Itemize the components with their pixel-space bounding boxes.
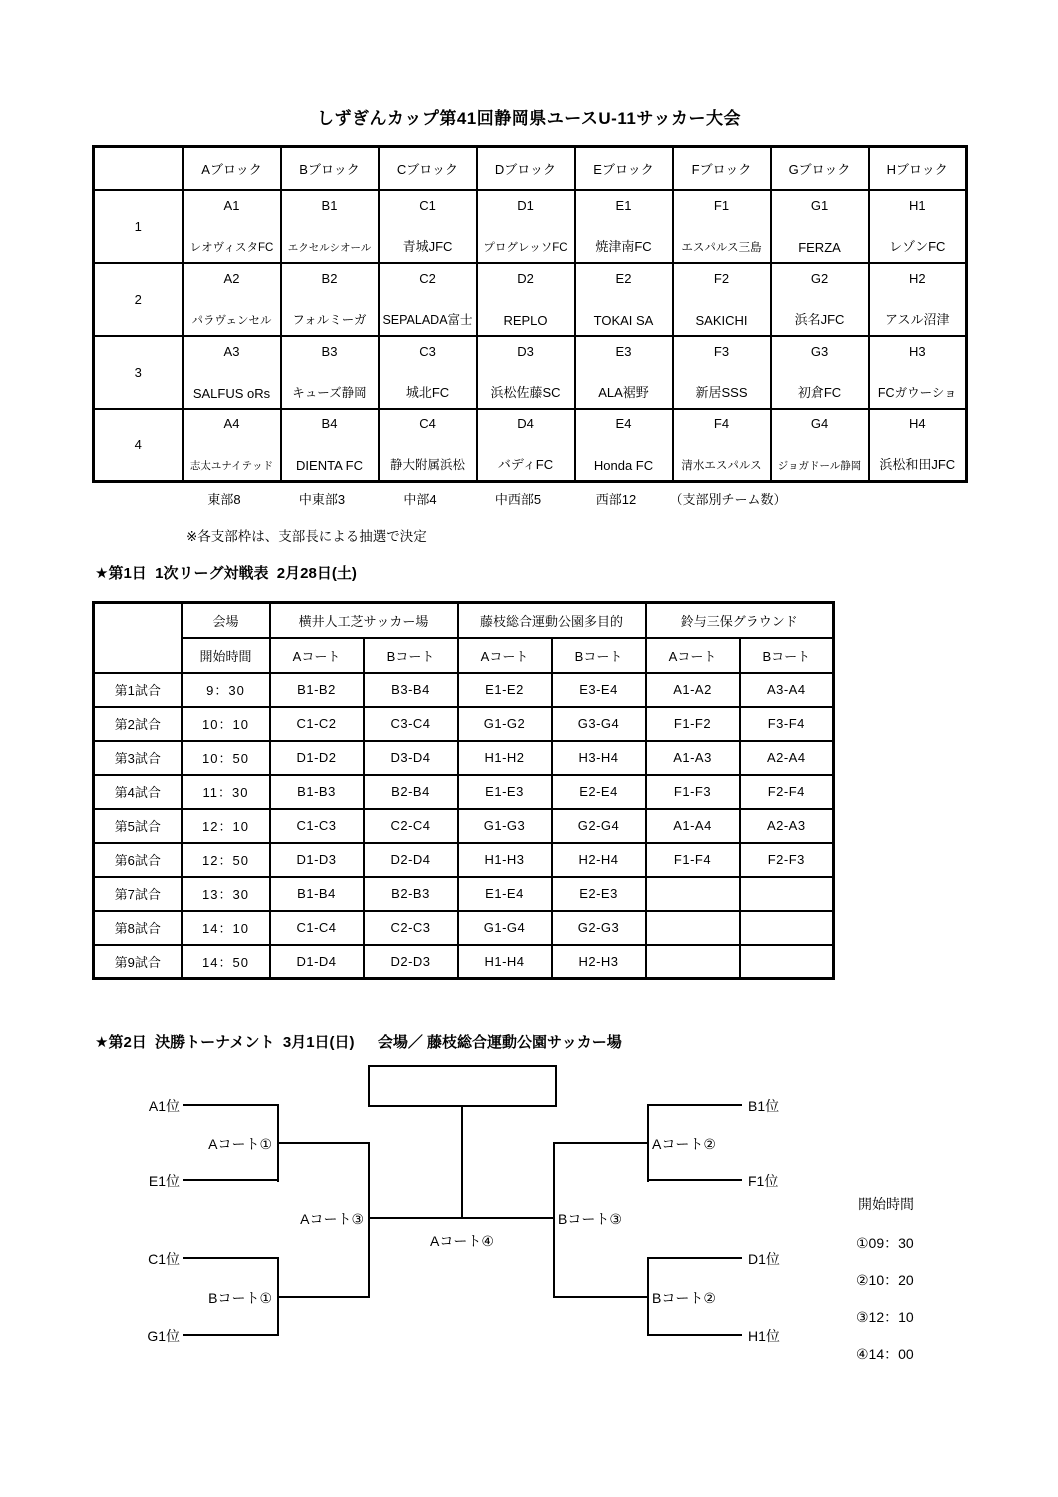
bracket-line bbox=[647, 1104, 742, 1106]
venue-1: 横井人工芝サッカー場 bbox=[270, 603, 458, 638]
match-round-label: 第3試合 bbox=[94, 741, 182, 775]
team-name: レゾンFC bbox=[889, 238, 946, 254]
bracket-line bbox=[277, 1296, 370, 1298]
match-pairing: H2-H3 bbox=[552, 945, 646, 979]
team-name: 青城JFC bbox=[402, 238, 453, 254]
match-pairing: C1-C2 bbox=[270, 707, 364, 741]
match-pairing: A2-A4 bbox=[740, 741, 834, 775]
team-name: パラヴェンセル bbox=[191, 314, 272, 327]
court-label: Aコート bbox=[646, 638, 740, 673]
team-name: レオヴィスタFC bbox=[189, 241, 274, 254]
match-pairing: C1-C4 bbox=[270, 911, 364, 945]
start-time-1: ①09：30 bbox=[856, 1235, 914, 1251]
seed-e1: E1位 bbox=[148, 1173, 180, 1189]
bracket-line bbox=[647, 1334, 742, 1336]
start-time: 9：30 bbox=[182, 673, 270, 707]
match-pairing: D2-D4 bbox=[364, 843, 458, 877]
team-id: A2 bbox=[223, 270, 240, 286]
bracket-heading: ★第2日 決勝トーナメント 3月1日(日) 会場／ 藤枝総合運動公園サッカー場 bbox=[95, 1034, 622, 1051]
venue-2: 藤枝総合運動公園多目的 bbox=[458, 603, 646, 638]
match-pairing: G3-G4 bbox=[552, 707, 646, 741]
draw-footnote: ※各支部枠は、支部長による抽選で決定 bbox=[186, 529, 427, 544]
match-pairing: F2-F4 bbox=[740, 775, 834, 809]
bracket-line bbox=[277, 1104, 279, 1182]
team-id: C2 bbox=[419, 270, 436, 286]
venue-label: 会場 bbox=[182, 603, 270, 638]
league-heading: ★第1日 1次リーグ対戦表 2月28日(土) bbox=[95, 565, 357, 582]
match-pairing: G2-G4 bbox=[552, 809, 646, 843]
match-round-label: 第5試合 bbox=[94, 809, 182, 843]
team-name: プログレッソFC bbox=[483, 241, 568, 254]
team-id: G1 bbox=[810, 197, 829, 213]
page-title: しずぎんカップ第41回静岡県ユースU-11サッカー大会 bbox=[317, 109, 741, 128]
match-pairing: F1-F3 bbox=[646, 775, 740, 809]
block-header-e: Eブロック bbox=[575, 147, 673, 190]
court-label: Aコート bbox=[458, 638, 552, 673]
team-id: H4 bbox=[908, 416, 926, 432]
team-name: バディFC bbox=[497, 457, 554, 473]
block-header-a: Aブロック bbox=[183, 147, 281, 190]
match-pairing: A3-A4 bbox=[740, 673, 834, 707]
team-id: C3 bbox=[419, 343, 436, 359]
match-pairing: F1-F4 bbox=[646, 843, 740, 877]
team-id: A1 bbox=[223, 197, 240, 213]
match-label-qf3: Aコート② bbox=[652, 1136, 716, 1152]
match-pairing: E2-E3 bbox=[552, 877, 646, 911]
start-time: 10：10 bbox=[182, 707, 270, 741]
start-time-3: ③12：10 bbox=[856, 1309, 914, 1325]
match-pairing: H2-H4 bbox=[552, 843, 646, 877]
start-time-4: ④14：00 bbox=[856, 1346, 914, 1362]
team-id: G3 bbox=[810, 343, 829, 359]
bracket-line bbox=[277, 1142, 370, 1144]
team-name: REPLO bbox=[503, 312, 548, 328]
team-id: B3 bbox=[321, 343, 338, 359]
team-id: C1 bbox=[419, 197, 436, 213]
match-round-label: 第7試合 bbox=[94, 877, 182, 911]
seed-a1: A1位 bbox=[148, 1098, 180, 1114]
start-time: 12：50 bbox=[182, 843, 270, 877]
block-header-d: Dブロック bbox=[477, 147, 575, 190]
match-pairing: F3-F4 bbox=[740, 707, 834, 741]
match-pairing: B1-B2 bbox=[270, 673, 364, 707]
team-id: G2 bbox=[810, 270, 829, 286]
block-header-h: Hブロック bbox=[869, 147, 967, 190]
bracket-line bbox=[647, 1257, 649, 1336]
team-id: E3 bbox=[615, 343, 632, 359]
match-label-sf-left: Aコート③ bbox=[300, 1211, 364, 1227]
match-label-final: Aコート④ bbox=[430, 1233, 494, 1249]
row-label: 4 bbox=[94, 409, 183, 482]
match-pairing: D1-D2 bbox=[270, 741, 364, 775]
team-name: アスル沼津 bbox=[885, 311, 950, 327]
match-pairing: B2-B4 bbox=[364, 775, 458, 809]
team-id: B4 bbox=[321, 416, 338, 432]
bracket-line bbox=[553, 1142, 555, 1298]
team-name: DIENTA FC bbox=[296, 458, 363, 474]
match-pairing: C1-C3 bbox=[270, 809, 364, 843]
block-header-b: Bブロック bbox=[281, 147, 379, 190]
team-id: G4 bbox=[810, 416, 829, 432]
match-pairing: A1-A3 bbox=[646, 741, 740, 775]
team-id: D1 bbox=[517, 197, 534, 213]
team-name: TOKAI SA bbox=[593, 312, 654, 328]
bracket-line bbox=[183, 1104, 277, 1106]
bracket-line bbox=[183, 1257, 277, 1259]
court-label: Bコート bbox=[552, 638, 646, 673]
team-id: H1 bbox=[908, 197, 926, 213]
match-round-label: 第2試合 bbox=[94, 707, 182, 741]
team-name: FERZA bbox=[798, 239, 841, 255]
block-header-c: Cブロック bbox=[379, 147, 477, 190]
team-id: F1 bbox=[713, 197, 730, 213]
start-time: 11：30 bbox=[182, 775, 270, 809]
match-label-qf1: Aコート① bbox=[208, 1136, 272, 1152]
match-pairing: A1-A4 bbox=[646, 809, 740, 843]
match-pairing: E3-E4 bbox=[552, 673, 646, 707]
match-pairing: E1-E2 bbox=[458, 673, 552, 707]
team-name: ジョガドール静岡 bbox=[777, 460, 862, 473]
team-id: A4 bbox=[223, 416, 240, 432]
team-name: 焼津南FC bbox=[595, 238, 652, 254]
match-pairing: H1-H3 bbox=[458, 843, 552, 877]
match-pairing: H1-H4 bbox=[458, 945, 552, 979]
block-header-f: Fブロック bbox=[673, 147, 771, 190]
seed-b1: B1位 bbox=[748, 1098, 780, 1114]
match-pairing: D1-D3 bbox=[270, 843, 364, 877]
start-time: 12：10 bbox=[182, 809, 270, 843]
region-count: 東部8 bbox=[207, 492, 241, 507]
start-time: 14：10 bbox=[182, 911, 270, 945]
match-pairing: D2-D3 bbox=[364, 945, 458, 979]
match-pairing: A2-A3 bbox=[740, 809, 834, 843]
region-count: 中部4 bbox=[403, 492, 437, 507]
court-label: Bコート bbox=[364, 638, 458, 673]
team-id: D2 bbox=[517, 270, 534, 286]
region-note: （支部別チーム数） bbox=[669, 492, 787, 507]
start-time: 13：30 bbox=[182, 877, 270, 911]
block-header-g: Gブロック bbox=[771, 147, 869, 190]
match-pairing: H1-H2 bbox=[458, 741, 552, 775]
match-round-label: 第8試合 bbox=[94, 911, 182, 945]
team-name: エクセルシオール bbox=[287, 241, 372, 254]
court-label: Bコート bbox=[740, 638, 834, 673]
match-pairing: A1-A2 bbox=[646, 673, 740, 707]
team-id: F2 bbox=[713, 270, 730, 286]
bracket-line bbox=[647, 1179, 742, 1181]
match-pairing: B3-B4 bbox=[364, 673, 458, 707]
seed-f1: F1位 bbox=[748, 1173, 779, 1189]
match-pairing: G1-G2 bbox=[458, 707, 552, 741]
team-name: Honda FC bbox=[593, 458, 654, 474]
team-name: 清水エスパルス bbox=[681, 460, 762, 473]
team-name: キューズ静岡 bbox=[292, 385, 367, 400]
start-time: 14：50 bbox=[182, 945, 270, 979]
match-pairing: G1-G3 bbox=[458, 809, 552, 843]
team-id: C4 bbox=[419, 416, 436, 432]
match-pairing: H3-H4 bbox=[552, 741, 646, 775]
champion-box bbox=[368, 1065, 557, 1107]
team-id: B1 bbox=[321, 197, 338, 213]
row-label: 2 bbox=[94, 263, 183, 336]
team-id: B2 bbox=[321, 270, 338, 286]
start-time: 10：50 bbox=[182, 741, 270, 775]
team-id: F4 bbox=[713, 416, 730, 432]
team-name: SEPALADA富士 bbox=[382, 312, 473, 327]
bracket-line bbox=[277, 1257, 279, 1336]
team-id: D3 bbox=[517, 343, 534, 359]
match-round-label: 第6試合 bbox=[94, 843, 182, 877]
bracket-line bbox=[553, 1142, 649, 1144]
bracket-line bbox=[183, 1179, 277, 1181]
row-label: 3 bbox=[94, 336, 183, 409]
start-time-2: ②10：20 bbox=[856, 1272, 914, 1288]
match-pairing: C2-C3 bbox=[364, 911, 458, 945]
court-label: Aコート bbox=[270, 638, 364, 673]
team-id: E1 bbox=[615, 197, 632, 213]
region-count: 中西部5 bbox=[494, 492, 542, 507]
team-name: フォルミーガ bbox=[292, 312, 367, 327]
team-id: E4 bbox=[615, 416, 632, 432]
seed-c1: C1位 bbox=[148, 1251, 180, 1267]
team-id: A3 bbox=[223, 343, 240, 359]
team-name: 初倉FC bbox=[797, 384, 842, 400]
match-round-label: 第1試合 bbox=[94, 673, 182, 707]
match-label-sf-right: Bコート③ bbox=[558, 1211, 622, 1227]
bracket-line bbox=[647, 1257, 742, 1259]
match-pairing: B1-B3 bbox=[270, 775, 364, 809]
match-pairing: D1-D4 bbox=[270, 945, 364, 979]
match-pairing: G1-G4 bbox=[458, 911, 552, 945]
match-pairing: G2-G3 bbox=[552, 911, 646, 945]
region-count: 西部12 bbox=[595, 492, 637, 507]
match-pairing: E2-E4 bbox=[552, 775, 646, 809]
bracket-line bbox=[368, 1142, 370, 1298]
region-count: 中東部3 bbox=[298, 492, 346, 507]
team-name: 浜松佐藤SC bbox=[490, 384, 561, 400]
team-name: 浜名JFC bbox=[794, 311, 845, 327]
team-id: E2 bbox=[615, 270, 632, 286]
match-round-label: 第4試合 bbox=[94, 775, 182, 809]
match-pairing: E1-E4 bbox=[458, 877, 552, 911]
seed-h1: H1位 bbox=[748, 1328, 780, 1344]
team-name: 浜松和田JFC bbox=[879, 457, 956, 473]
bracket-line bbox=[647, 1104, 649, 1182]
match-pairing: E1-E3 bbox=[458, 775, 552, 809]
match-round-label: 第9試合 bbox=[94, 945, 182, 979]
team-id: H2 bbox=[908, 270, 926, 286]
match-pairing: F2-F3 bbox=[740, 843, 834, 877]
match-pairing: B2-B3 bbox=[364, 877, 458, 911]
team-id: H3 bbox=[908, 343, 926, 359]
team-name: エスパルス三島 bbox=[681, 241, 762, 254]
bracket-line bbox=[553, 1296, 649, 1298]
team-name: 志太ユナイテッド bbox=[189, 460, 274, 473]
venue-3: 鈴与三保グラウンド bbox=[646, 603, 834, 638]
team-id: F3 bbox=[713, 343, 730, 359]
seed-g1: G1位 bbox=[147, 1328, 180, 1344]
match-pairing: D3-D4 bbox=[364, 741, 458, 775]
team-name: SAKICHI bbox=[695, 312, 748, 328]
start-times-heading: 開始時間 bbox=[858, 1196, 914, 1212]
team-name: 新居SSS bbox=[695, 384, 748, 400]
team-name: 城北FC bbox=[405, 384, 450, 400]
match-label-qf4: Bコート② bbox=[652, 1290, 716, 1306]
team-name: ALA裾野 bbox=[598, 384, 649, 400]
match-pairing: C2-C4 bbox=[364, 809, 458, 843]
bracket-line-center bbox=[461, 1105, 463, 1219]
row-label: 1 bbox=[94, 190, 183, 263]
match-pairing: C3-C4 bbox=[364, 707, 458, 741]
team-name: 静大附属浜松 bbox=[389, 458, 465, 473]
bracket-line bbox=[183, 1334, 277, 1336]
match-label-qf2: Bコート① bbox=[208, 1290, 272, 1306]
match-pairing: B1-B4 bbox=[270, 877, 364, 911]
time-label: 開始時間 bbox=[182, 638, 270, 673]
match-pairing: F1-F2 bbox=[646, 707, 740, 741]
team-id: D4 bbox=[517, 416, 534, 432]
team-name: SALFUS oRs bbox=[192, 385, 271, 401]
seed-d1: D1位 bbox=[748, 1251, 780, 1267]
team-name: FCガウーショ bbox=[877, 385, 957, 400]
